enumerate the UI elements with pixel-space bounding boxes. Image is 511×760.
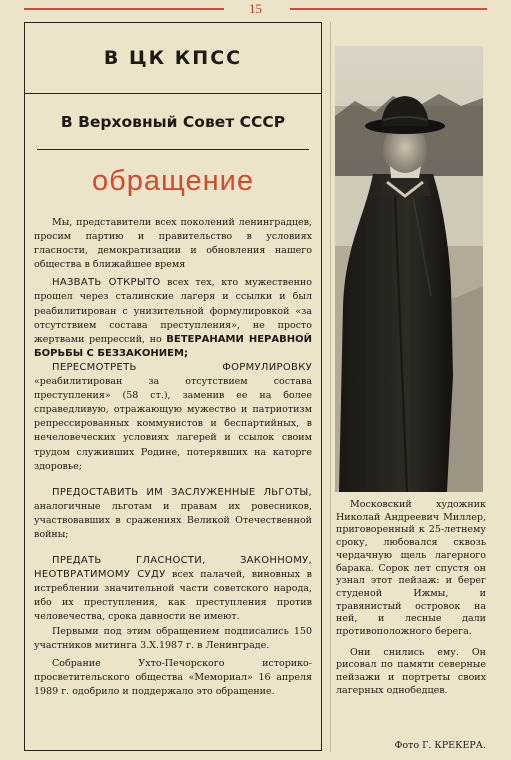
portrait-photo [335, 46, 483, 492]
approved-paragraph: Собрание Ухто-Печорского историко-просветительского общества «Мемориал» 16 апреля 1989 г. одобрило и поддержало это обращение. [34, 657, 312, 697]
item-privileges-caps: ПРЕДОСТАВИТЬ ИМ ЗАСЛУЖЕННЫЕ ЛЬГОТЫ, [52, 486, 312, 498]
item-name-openly-caps: НАЗВАТЬ ОТКРЫТО [52, 277, 161, 289]
intro-paragraph: Мы, представители всех поколений ленинградцев, просим партию и правительство в условиях гласности, демократизации и обновления нашего общества в ближайшее время [34, 217, 312, 271]
top-rule-right [290, 8, 487, 10]
item-name-openly-veterans: ВЕТЕРАНАМИ НЕРАВНОЙ БОРЬБЫ С БЕЗЗАКОНИЕМ; [34, 333, 312, 359]
item-name-openly-text: всех тех, кто мужественно прошел через сталинские лагеря и ссылки и был реабилитирован с унизительной формулировкой «за отсутствием состава преступления», не просто жертвами репрессий, но [34, 277, 312, 345]
caption-paragraph-2: Они снились ему. Он рисовал по памяти северные пейзажи и портреты своих лагерных однобедцев. [336, 646, 486, 696]
heading-cpsu: В ЦК КПСС [25, 23, 321, 94]
signed-paragraph: Первыми под этим обращением подписались 150 участников митинга 3.X.1987 г. в Ленинграде. [34, 625, 312, 651]
item-revise-wording [34, 361, 312, 474]
top-rule-left [24, 8, 224, 10]
item-name-openly [34, 276, 312, 361]
item-trial-text: всех палачей, виновных в истреблении значительной части советского народа, ибо их преступления, как преступления против человечества, срока давности не имеют. [34, 569, 312, 623]
item-revise-wording-text: «реабилитирован за отсутствием состава преступления» (58 ст.), заменив ее на более справедливую, отражающую мужество и патриотизм репрессированных коммунистов и беспартийных, в нечеловеческих условиях лагерей и ссылок своим трудом служивших Родине, потерявших на каторге здоровье; [34, 376, 312, 472]
item-privileges [34, 486, 312, 542]
item-trial [34, 554, 312, 624]
column-divider [330, 22, 331, 752]
caption-paragraph-1: Московский художник Николай Андреевич Миллер, приговоренный к 25-летнему сроку, любовался сквозь чердачную щель лагерного барака. Сорок лет спустя он узнал этот пейзаж: и берег студеной Ижмы, и травянистый островок на ней, и лесные дали противоположного берега. [336, 499, 486, 638]
photo-credit: Фото Г. КРЕКЕРА. [394, 740, 486, 751]
item-privileges-text: аналогичные льготам и правам их ровесников, участвовавших в сражениях Великой Отечественной войны; [34, 500, 312, 540]
item-revise-wording-caps: ПЕРЕСМОТРЕТЬ ФОРМУЛИРОВКУ [52, 361, 312, 373]
item-trial-caps: ПРЕДАТЬ ГЛАСНОСТИ, ЗАКОННОМУ, НЕОТВРАТИМОМУ СУДУ [34, 555, 312, 581]
heading-appeal: обращение [37, 149, 309, 212]
photo-caption [336, 499, 486, 698]
appeal-column [24, 22, 322, 751]
heading-supreme-soviet: В Верховный Совет СССР [60, 112, 286, 131]
page-number: 15 [249, 1, 262, 16]
appeal-body [25, 212, 321, 699]
